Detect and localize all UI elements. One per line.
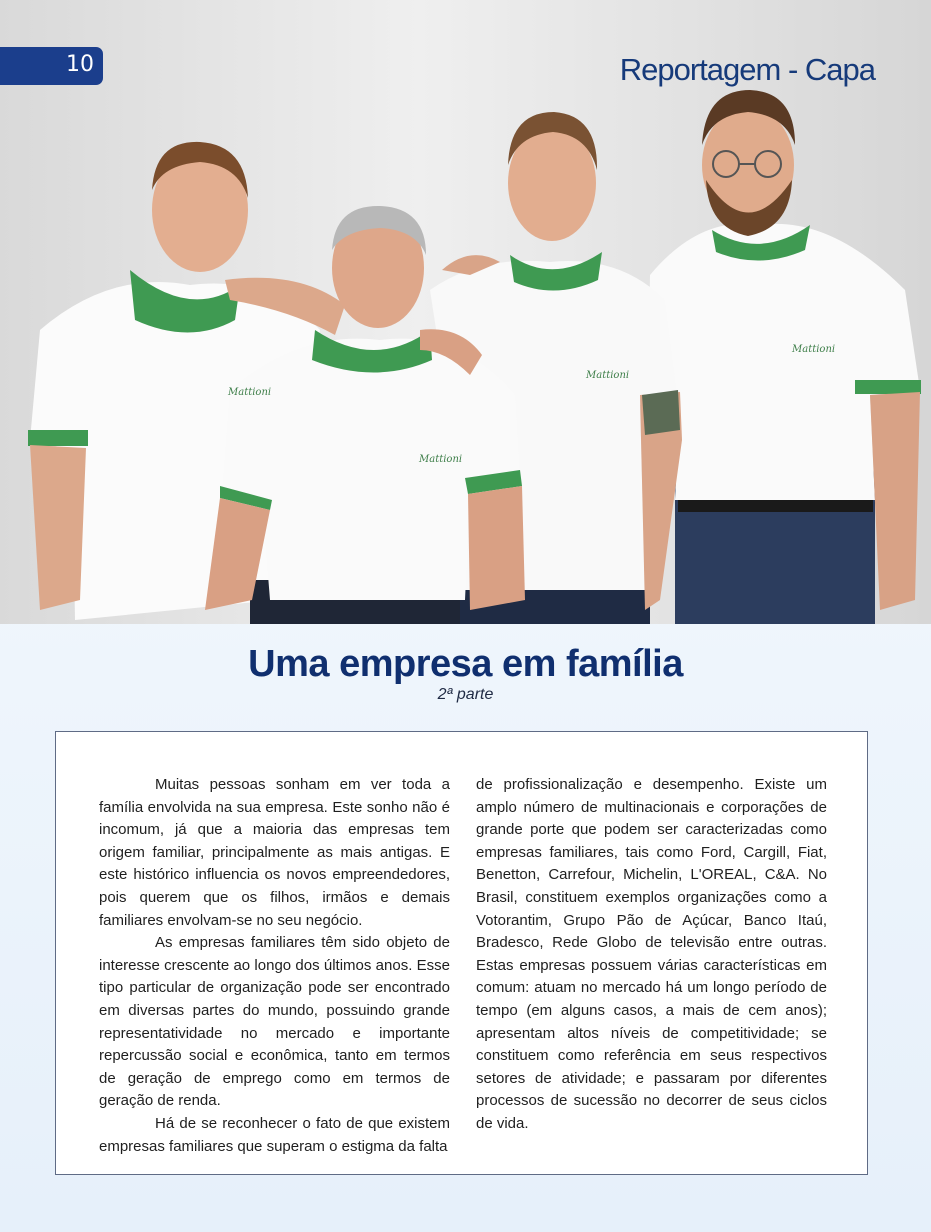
article-column-left xyxy=(99,774,450,1158)
paragraph: Há de se reconhecer o fato de que existem empresas familiares que superam o estigma da falta xyxy=(99,1114,450,1155)
shirt-logo: Mattioni xyxy=(228,387,272,398)
section-label: Reportagem - Capa xyxy=(619,52,875,87)
article-column-right xyxy=(476,774,827,1136)
shirt-logo: Mattioni xyxy=(586,370,630,381)
shirt-logo: Mattioni xyxy=(419,454,463,465)
article-title: Uma empresa em família xyxy=(248,643,683,685)
paragraph: de profissionalização e desempenho. Existe um amplo número de multinacionais e corporações de grande porte que podem ser caracterizadas como empresas familiares, tais como Ford, Cargill, Fiat, Benetton, Carrefour, Michelin, L'OREAL, C&A. No Brasil, constituem exemplos organizações como a Votorantim, Grupo Pão de Açúcar, Banco Itaú, Bradesco, Rede Globo de televisão entre outras. Estas empresas possuem várias características em comum: atuam no mercado há um longo período de tempo (em alguns casos, a mais de cem anos); apresentam altos níveis de competitividade; se constituem como referência em seus respectivos setores de atividade; e passaram por diferentes processos de sucessão no decorrer de seus ciclos de vida. xyxy=(476,776,827,1132)
shirt-logo: Mattioni xyxy=(792,344,836,355)
paragraph: Muitas pessoas sonham em ver toda a família envolvida na sua empresa. Este sonho não é incomum, já que a maioria das empresas tem origem familiar, principalmente as mais antigas. E este histórico influencia os novos empreendedores, pois querem que os filhos, irmãos e demais familiares envolvam-se no seu negócio. xyxy=(99,776,450,929)
article-subtitle: 2ª parte xyxy=(437,686,494,703)
paragraph: As empresas familiares têm sido objeto de interesse crescente ao longo dos últimos anos. Esse tipo particular de organização pode ser encontrado em diversas partes do mundo, possuindo grande representatividade no mercado e importante repercussão social e econômica, tanto em termos de geração de emprego como em termos de geração de renda. xyxy=(99,934,450,1110)
page-number: 10 xyxy=(66,52,94,77)
